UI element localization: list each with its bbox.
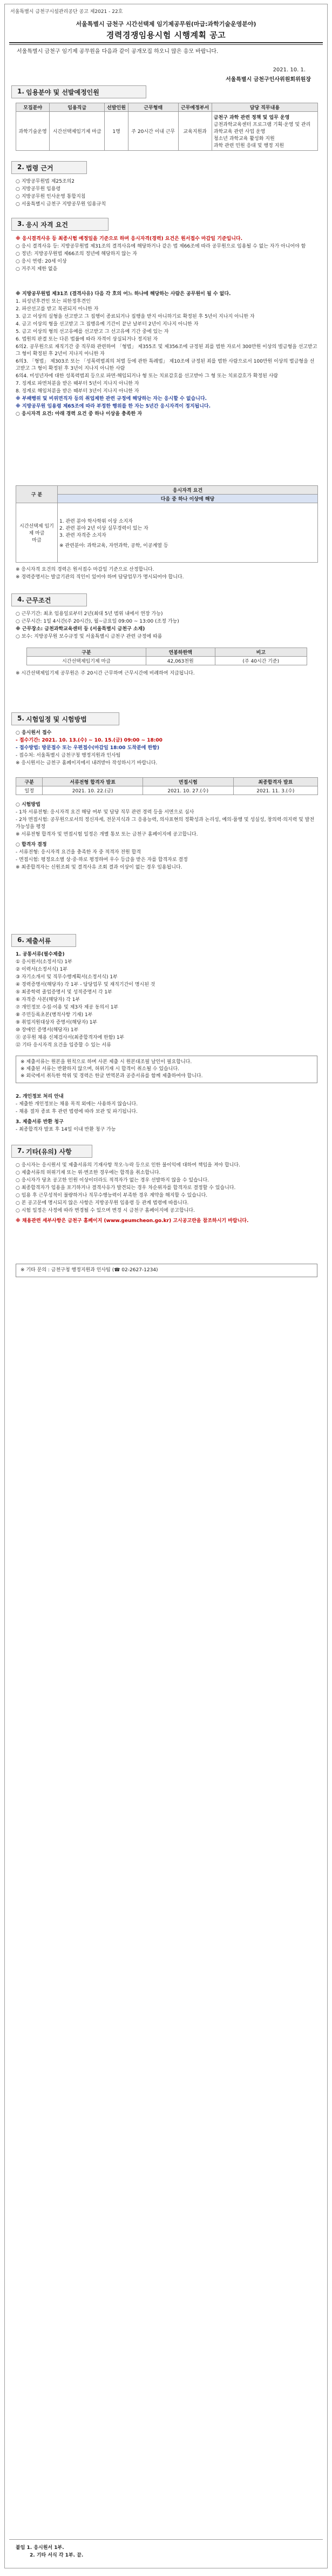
section-heading-work-conditions (11, 593, 87, 606)
duties-cell (212, 112, 317, 151)
table-header: 담당 직무내용 (212, 103, 317, 112)
list-item: ⑫ 기타 응시자격 요건을 입증할 수 있는 서류 (16, 1043, 111, 1048)
table-header: 구 분 (16, 486, 58, 503)
contact-line: ※ 기타 문의 : 금천구청 행정지원과 인사팀 (☎ 02-2627-1234) (21, 1267, 158, 1273)
list-item: ⑧ 주민등록초본(병적사항 기재) 1부 (16, 1012, 93, 1018)
list-item: ○ 본 공고문에 명시되지 않은 사항은 지방공무원 임용령 등 관계 법령에 따릅니다. (16, 1200, 189, 1206)
table-cell: 과학기술운영 (16, 112, 50, 151)
section-heading-schedule (11, 712, 119, 725)
qual-grade: 마급 (32, 538, 42, 543)
qualification-after-notes (16, 566, 317, 582)
list-item: ○ 시험 일정은 사정에 따라 변경될 수 있으며 변경 시 금천구 홈페이지에 공고합니다. (16, 1208, 195, 1213)
section-label: 기타(유의) 사항 (26, 1148, 72, 1156)
table-cell: 1명 (105, 112, 128, 151)
duty-item: 과학교육 관련 사업 운영 (213, 129, 266, 135)
footer-divider (9, 2539, 323, 2540)
table-header: 근무예정부서 (178, 103, 212, 112)
documents-notice-box (16, 1056, 317, 1083)
notice-org: 서울특별시 금천구인사위원회위원장 (225, 77, 311, 83)
qualification-table (16, 485, 318, 563)
section-number: 4. (17, 596, 24, 603)
list-item: ※ 최종합격자는 신원조회 및 결격사유 조회 결과 이상이 없는 경우 임용됩니다. (16, 865, 182, 870)
note-line: ※ 응시자격 요건의 경력은 원서접수 마감일 기준으로 산정합니다. (16, 567, 154, 572)
note-line: 1. 피성년후견인 또는 피한정후견인 (16, 299, 91, 304)
note-line: 5. 금고 이상의 형의 선고유예를 선고받고 그 선고유예 기간 중에 있는 자 (16, 329, 169, 335)
list-item: ① 응시원서(소정서식) 1부 (16, 959, 72, 965)
table-header: 최종합격자 발표 (233, 778, 317, 786)
table-cell: 일정 (16, 786, 43, 795)
list-item: ※ 응시원서는 금천구 홈페이지에서 내려받아 작성하시기 바랍니다. (16, 760, 158, 766)
list-item: 1. 공통서류(필수제출) (16, 952, 65, 957)
section-number: 7. (17, 1147, 24, 1154)
section-label: 시험일정 및 시험방법 (26, 716, 87, 723)
qual-item: 2. 관련 분야 2년 이상 실무경력이 있는 자 (59, 525, 148, 531)
list-item: ※ 근무장소: 금천과학교육센터 등 (서울특별시 금천구 소재) (16, 626, 145, 632)
notice-subtitle: 서울특별시 금천구 시간선택제 임기제공무원(마급:과학기술운영분야) (76, 21, 256, 28)
list-item: ○ 임용 후 근무성적이 불량하거나 직무수행능력이 부족한 경우 계약을 해지할 수 있습니다. (16, 1193, 208, 1198)
table-header: 구분 (27, 648, 146, 657)
note-line: 4. 금고 이상의 형을 선고받고 그 집행유예 기간이 끝난 날부터 2년이 지나지 아니한 자 (16, 322, 199, 327)
section-number: 5. (17, 715, 24, 722)
list-item: ⑩ 장애인 증명서(해당자) 1부 (16, 1027, 79, 1033)
list-item: ③ 자기소개서 및 직무수행계획서(소정서식) 1부 (16, 975, 118, 980)
table-cell: 2021. 11. 3.(수) (233, 786, 317, 795)
qual-item: 3. 관련 자격증 소지자 (59, 532, 106, 538)
list-item: - 접수처: 서울특별시 금천구청 행정지원과 인사팀 (16, 753, 121, 758)
note-line: ※ 시간선택제임기제 공무원은 주 20시간 근무하며 근무시간에 비례하여 지급됩니다. (16, 671, 195, 676)
table-subheader: 다음 중 하나 이상에 해당 (58, 495, 318, 503)
list-item: ○ 응시 결격사유 등: 지방공무원법 제31조의 결격사유에 해당하거나 같은 법 제66조에 따라 공무원으로 임용될 수 없는 자가 아니어야 함 (16, 244, 306, 249)
list-item: 2. 개인정보 처리 안내 (16, 1094, 64, 1099)
appendix-line: 2. 기타 서식 각 1부. 끝. (30, 2553, 84, 2558)
note-line: ○ 응시자격 요건: 아래 경력 요건 중 하나 이상을 충족한 자 (16, 411, 143, 417)
table-header: 모집분야 (16, 103, 50, 112)
list-item: ② 이력서(소정서식) 1부 (16, 967, 68, 972)
list-item: ○ 근무시간: 1일 4시간(주 20시간), 월~금요일 09:00 ~ 13:00 (조정 가능) (16, 619, 179, 624)
qualification-intro (16, 236, 317, 273)
duty-item: 청소년 과학교육 활성화 지원 (213, 136, 275, 142)
list-item: - 접수기간: 2021. 10. 13.(수) ~ 10. 15.(금) 09:00 ~ 18:00 (16, 738, 162, 743)
section-number: 6. (17, 936, 24, 944)
disqualification-notes (16, 291, 317, 418)
section-number: 1. (17, 88, 24, 95)
table-cell: 42,063천원 (146, 657, 215, 665)
table-header: 구분 (16, 778, 43, 786)
misc-important-note: ※ 채용관련 세부사항은 금천구 홈페이지 (www.geumcheon.go.kr) 고시공고란을 참조하시기 바랍니다. (16, 1218, 249, 1224)
table-cell: 2021. 10. 22.(금) (43, 786, 143, 795)
list-item: - 1차 서류전형: 응시자격 요건 해당 여부 및 담당 직무 관련 경력 등을 서면으로 심사 (16, 810, 194, 815)
intro-text: 서울특별시 금천구 임기제 공무원을 다음과 같이 공개모집 하오니 많은 응모 바랍니다. (17, 49, 219, 55)
list-item: ○ 응시 연령: 20세 이상 (16, 259, 67, 264)
section-heading-misc (11, 1145, 92, 1158)
list-item: ⑥ 자격증 사본(해당자) 각 1부 (16, 997, 80, 1003)
section-label: 제출서류 (26, 937, 51, 945)
documents-extra (16, 1093, 317, 1134)
table-cell: 시간선택제임기제 마급 (27, 657, 146, 665)
list-item: ○ 정년: 지방공무원법 제66조의 정년에 해당하지 않는 자 (16, 251, 137, 257)
contact-box (16, 1264, 317, 1277)
list-item: - 제출한 개인정보는 채용 목적 외에는 사용하지 않습니다. (16, 1102, 138, 1107)
table-cell: 교육지원과 (178, 112, 212, 151)
list-item: ○ 근무기간: 최초 임용일로부터 2년(최대 5년 범위 내에서 연장 가능) (16, 611, 163, 617)
list-item: 3. 제출서류 반환 청구 (16, 1119, 64, 1125)
note-line: ※ 부패행위 및 비위면직자 등의 취업제한 관련 규정에 해당하는 자는 응시할 수 없습니다. (16, 396, 207, 402)
list-item: ○ 지방공무원법 제25조의2 (16, 179, 74, 184)
note-line: ※ 지방공무원법 제31조 (결격사유) 다음 각 호의 어느 하나에 해당하는 사람은 공무원이 될 수 없다. (16, 291, 231, 297)
notice-page (4, 4, 328, 2568)
list-item: - 2차 면접시험: 공무원으로서의 정신자세, 전문지식과 그 응용능력, 의사표현의 정확성과 논리성, 예의·품행 및 성실성, 창의력·의지력 및 발전가능성을 평정 (16, 817, 315, 830)
note-line: 7. 징계로 파면처분을 받은 때부터 5년이 지나지 아니한 자 (16, 381, 139, 386)
table-header: 선발인원 (105, 103, 128, 112)
list-item: ⑤ 최종학력 졸업증명서 및 성적증명서 각 1부 (16, 990, 112, 995)
list-item: ○ 최종합격자가 임용을 포기하거나 결격사유가 발견되는 경우 차순위자를 합격자로 결정할 수 있습니다. (16, 1185, 236, 1191)
required-documents (16, 951, 317, 1050)
list-item: ○ 시험방법 (16, 802, 40, 807)
list-item: - 최종합격자 발표 후 14일 이내 반환 청구 가능 (16, 1127, 116, 1132)
list-item: - 접수방법: 방문접수 또는 우편접수(마감일 18:00 도착분에 한함) (16, 745, 160, 751)
list-item: ⑦ 개인정보 수집·이용 및 제3자 제공 동의서 1부 (16, 1005, 119, 1010)
section-number: 3. (17, 220, 24, 228)
qual-item: 1. 관련 분야 학사학위 이상 소지자 (59, 518, 133, 524)
table-header: 비고 (215, 648, 307, 657)
section-heading-legal-basis (11, 161, 87, 174)
list-item: - 면접시험: 평정요소별 상·중·하로 평정하여 우수 등급을 받은 자를 합격자로 결정 (16, 857, 188, 863)
list-item: ※ 서류전형 합격자 및 면접시험 일정은 개별 통보 또는 금천구 홈페이지에 공고합니다. (16, 832, 198, 837)
section-heading-qualifications (11, 218, 109, 231)
list-item: ○ 거주지 제한 없음 (16, 266, 58, 272)
list-item: ○ 지방공무원 인사운영 통합지침 (16, 194, 86, 199)
note-line: 6의3. 「형법」 제303조 또는 「성폭력범죄의 처벌 등에 관한 특례법」 제10조에 규정된 죄를 범한 사람으로서 100만원 이상의 벌금형을 선고받고 그 형이 확정된 후 3년이 지나지 아니한 사람 (16, 359, 315, 371)
title-divider (9, 42, 323, 45)
list-item: - 채용 절차 종료 후 관련 법령에 따라 보관 및 파기됩니다. (16, 1109, 138, 1115)
pay-table (26, 648, 307, 665)
notice-number: 서울특별시 금천구시설관리공단 공고 제2021 - 22호 (10, 9, 123, 15)
table-header: 연봉하한액 (146, 648, 215, 657)
box-line: ※ 외국에서 취득한 학위 및 경력은 한글 번역본과 공증서류를 함께 제출하여야 합니다. (21, 1073, 203, 1079)
qual-row-label: 시간선택제 임기제 마급 (19, 524, 54, 536)
notice-title: 경력경쟁임용시험 시행계획 공고 (106, 30, 226, 40)
table-cell: (주 40시간 기준) (215, 657, 307, 665)
section-heading-documents (11, 934, 76, 947)
schedule-table (16, 777, 318, 795)
note-line: 6의2. 공무원으로 재직기간 중 직무와 관련하여 「형법」 제355조 및 제356조에 규정된 죄를 범한 자로서 300만원 이상의 벌금형을 선고받고 그 형이 확정된 후 2년이 지나지 아니한 자 (16, 344, 317, 357)
misc-notes (16, 1162, 317, 1225)
note-line: 2. 파산선고를 받고 복권되지 아니한 자 (16, 306, 99, 312)
recruitment-table (16, 103, 318, 151)
section-label: 임용분야 및 선발예정인원 (26, 89, 99, 96)
section-label: 근무조건 (26, 597, 51, 604)
qualification-lead: ※ 응시결격사유 등 최종시험 예정일을 기준으로 하며 응시자격(경력) 요건은 원서접수 마감일 기준입니다. (16, 236, 243, 242)
duty-item: 금천과학교육센터 프로그램 기획·운영 및 관리 (213, 122, 311, 128)
table-header: 근무형태 (128, 103, 178, 112)
note-line: ※ 경력증명서는 발급기관의 직인이 있어야 하며 담당업무가 명시되어야 합니다. (16, 575, 184, 580)
table-header: 응시자격 요건 (58, 486, 318, 495)
appendix-line: 붙임 1. 응시원서 1부. (16, 2545, 64, 2551)
list-item: ○ 보수: 지방공무원 보수규정 및 서울특별시 금천구 관련 규정에 따름 (16, 634, 162, 639)
table-header: 임용직급 (50, 103, 105, 112)
section-heading-recruitment (11, 85, 146, 98)
pay-note (16, 670, 317, 678)
list-item: ⑨ 취업지원대상자 증명서(해당자) 1부 (16, 1020, 98, 1025)
section-label: 응시 자격 요건 (26, 221, 68, 229)
table-header: 면접시험 (143, 778, 233, 786)
work-conditions-list (16, 611, 317, 641)
duty-item: 과학 관련 민원 응대 및 행정 지원 (213, 143, 284, 149)
list-item: ○ 지방공무원 임용령 (16, 186, 61, 192)
table-header: 서류전형 합격자 발표 (43, 778, 143, 786)
list-item: ④ 경력증명서(해당자) 각 1부 - 담당업무 및 재직기간이 명시된 것 (16, 982, 155, 987)
table-cell (58, 503, 318, 563)
list-item: ○ 합격자 결정 (16, 842, 47, 847)
note-line: 6의4. 미성년자에 대한 성폭력범죄 등으로 파면·해임되거나 형 또는 치료감호를 선고받아 그 형 또는 치료감호가 확정된 사람 (16, 373, 279, 379)
table-cell: 시간선택제임기제 마급 (50, 112, 105, 151)
legal-basis-list (16, 178, 317, 209)
notice-date: 2021. 10. 1. (273, 67, 306, 73)
list-item: ○ 응시자는 응시원서 및 제출서류의 기재사항 착오·누락 등으로 인한 불이익에 대하여 책임을 져야 합니다. (16, 1163, 240, 1168)
qual-fields: ※ 관련분야: 과학교육, 자연과학, 공학, 이공계열 등 (59, 543, 168, 549)
note-line: 8. 징계로 해임처분을 받은 때부터 3년이 지나지 아니한 자 (16, 389, 139, 394)
table-cell (16, 503, 58, 563)
box-line: ※ 제출서류는 원본을 원칙으로 하며 사본 제출 시 원본대조필 날인이 필요합니다. (21, 1059, 192, 1065)
table-cell: 2021. 10. 27.(수) (143, 786, 233, 795)
duties-summary: 금천구 과학 관련 정책 및 업무 운영 (213, 115, 290, 121)
note-line: ※ 지방공무원 임용령 제65조에 따라 부정한 행위를 한 자는 5년간 응시자격이 정지됩니다. (16, 404, 211, 409)
note-line: 6. 법원의 판결 또는 다른 법률에 따라 자격이 상실되거나 정지된 자 (16, 337, 158, 342)
appendix (16, 2545, 317, 2560)
list-item: - 서류전형: 응시자격 요건을 충족한 자 중 적격자 전원 합격 (16, 850, 141, 855)
list-item: ○ 서울특별시 금천구 지방공무원 임용규칙 (16, 202, 106, 207)
section-number: 2. (17, 163, 24, 171)
list-item: ○ 응시자가 당초 공고한 인원 이상이더라도 적격자가 없는 경우 선발하지 않을 수 있습니다. (16, 1178, 209, 1183)
application-receipt (16, 730, 317, 768)
list-item: ○ 응시원서 접수 (16, 730, 52, 736)
note-line: 3. 금고 이상의 실형을 선고받고 그 집행이 종료되거나 집행을 받지 아니하기로 확정된 후 5년이 지나지 아니한 자 (16, 314, 255, 319)
list-item: ○ 제출서류의 허위기재 또는 위·변조한 경우에는 합격을 취소합니다. (16, 1170, 161, 1176)
list-item: ⑪ 공무원 채용 신체검사서(최종합격자에 한함) 1부 (16, 1035, 125, 1040)
exam-methods (16, 802, 317, 872)
box-line: ※ 제출된 서류는 반환하지 않으며, 허위기재 시 합격이 취소될 수 있습니다. (21, 1066, 179, 1072)
table-cell: 주 20시간 이내 근무 (128, 112, 178, 151)
section-label: 법령 근거 (26, 164, 53, 172)
